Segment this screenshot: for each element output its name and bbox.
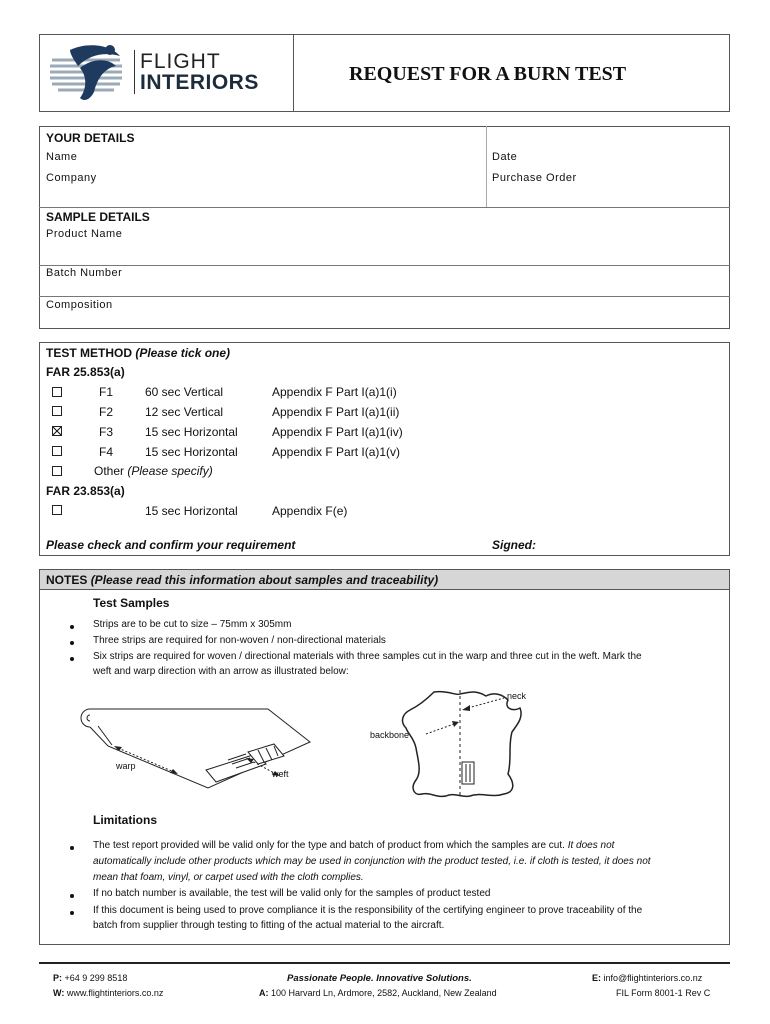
test-method-heading	[46, 346, 230, 360]
option-far2-appendix: Appendix F(e)	[272, 504, 348, 518]
option-f3-duration: 15 sec Horizontal	[145, 425, 238, 439]
phone-value: +64 9 299 8518	[64, 973, 128, 983]
signed-label: Signed:	[492, 538, 536, 552]
limitations-item-1-line-2: automatically include other products which may be used in conjunction with the product tested, i.e. if cloth is tested, it does not	[93, 856, 651, 867]
web-label: W:	[53, 988, 65, 998]
test-samples-heading: Test Samples	[93, 596, 170, 610]
batch-number-label: Batch Number	[46, 267, 123, 279]
logo-emblem-icon	[50, 42, 132, 104]
logo-separator	[134, 50, 135, 94]
your-details-heading: YOUR DETAILS	[46, 131, 135, 145]
company-logo	[50, 42, 280, 104]
limitations-heading: Limitations	[93, 813, 158, 827]
other-label-text: Other	[94, 464, 125, 478]
option-f2-appendix: Appendix F Part I(a)1(ii)	[272, 405, 400, 419]
option-f4-code: F4	[99, 445, 114, 459]
option-f3-checkbox[interactable]	[52, 426, 62, 436]
limitations-item-1-line-3: mean that foam, vinyl, or carpet used with the cloth complies.	[93, 872, 364, 883]
footer-tagline: Passionate People. Innovative Solutions.	[287, 973, 472, 984]
bullet	[70, 846, 74, 850]
option-f3-code: F3	[99, 425, 114, 439]
option-f4-appendix: Appendix F Part I(a)1(v)	[272, 445, 401, 459]
option-f3-appendix: Appendix F Part I(a)1(iv)	[272, 425, 403, 439]
test-samples-item-1: Strips are to be cut to size – 75mm x 305mm	[93, 619, 292, 630]
bullet	[70, 625, 74, 629]
warp-label: warp	[116, 761, 136, 771]
neck-label: neck	[507, 691, 527, 701]
details-divider-v	[486, 126, 487, 208]
far1-heading: FAR 25.853(a)	[46, 365, 125, 379]
checkbox-cross-icon	[53, 427, 61, 435]
logo-line1: FLIGHT	[140, 50, 221, 73]
address-label: A:	[259, 988, 269, 998]
footer-phone	[53, 973, 127, 983]
footer-rule	[39, 962, 730, 964]
option-f2-checkbox[interactable]	[52, 406, 62, 416]
date-label: Date	[492, 151, 518, 163]
backbone-label: backbone	[370, 730, 410, 740]
page-title: REQUEST FOR A BURN TEST	[349, 63, 627, 85]
weft-label: weft	[272, 769, 289, 779]
product-name-label: Product Name	[46, 228, 123, 240]
option-f2-duration: 12 sec Vertical	[145, 405, 224, 419]
header-divider	[293, 34, 294, 112]
phone-label: P:	[53, 973, 62, 983]
footer-web	[53, 988, 163, 998]
option-f1-appendix: Appendix F Part I(a)1(i)	[272, 385, 397, 399]
bullet	[70, 911, 74, 915]
limitations-item-1-text: The test report provided will be valid only for the type and batch of product from which the samples are cut.	[93, 840, 565, 851]
email-value[interactable]: info@flightinteriors.co.nz	[603, 973, 703, 983]
test-samples-item-3: Six strips are required for woven / directional materials with three samples cut in the warp and three cut in the weft. Mark the	[93, 651, 642, 662]
footer-email	[592, 973, 702, 983]
test-samples-item-2: Three strips are required for non-woven / non-directional materials	[93, 635, 386, 646]
option-far2-checkbox[interactable]	[52, 505, 62, 515]
composition-label: Composition	[46, 299, 113, 311]
other-label-note: (Please specify)	[127, 464, 213, 478]
option-other-checkbox[interactable]	[52, 466, 62, 476]
name-label: Name	[46, 151, 78, 163]
test-method-heading-note: (Please tick one)	[135, 346, 231, 360]
far2-heading: FAR 23.853(a)	[46, 484, 125, 498]
bullet	[70, 641, 74, 645]
limitations-item-2: If no batch number is available, the test will be valid only for the samples of product tested	[93, 888, 491, 899]
limitations-item-1-italic: It does not	[567, 840, 615, 851]
footer-form-ref: FIL Form 8001-1 Rev C	[616, 988, 711, 998]
web-value[interactable]: www.flightinteriors.co.nz	[66, 988, 164, 998]
company-label: Company	[46, 172, 97, 184]
option-f1-code: F1	[99, 385, 114, 399]
notes-heading-note: (Please read this information about samples and traceability)	[90, 573, 439, 587]
sample-details-heading: SAMPLE DETAILS	[46, 210, 150, 224]
option-far2-duration: 15 sec Horizontal	[145, 504, 238, 518]
option-other-label	[94, 464, 213, 478]
notes-heading	[46, 573, 438, 587]
notes-heading-text: NOTES	[46, 573, 88, 587]
bullet	[70, 657, 74, 661]
logo-line2: INTERIORS	[140, 71, 259, 94]
test-samples-item-3-cont: weft and warp direction with an arrow as illustrated below:	[93, 666, 349, 677]
option-f4-duration: 15 sec Horizontal	[145, 445, 238, 459]
details-divider-1	[39, 207, 730, 208]
footer-address	[259, 988, 497, 998]
option-f4-checkbox[interactable]	[52, 446, 62, 456]
limitations-item-3-line-2: batch from supplier through testing to fitting of the actual material to the aircraft.	[93, 920, 445, 931]
purchase-order-label: Purchase Order	[492, 172, 577, 184]
details-box	[39, 126, 730, 329]
email-label: E:	[592, 973, 601, 983]
confirm-requirement-text: Please check and confirm your requirement	[46, 538, 296, 552]
option-f2-code: F2	[99, 405, 114, 419]
details-divider-3	[39, 296, 730, 297]
limitations-item-1-line-1	[93, 840, 614, 851]
details-divider-2	[39, 265, 730, 266]
address-value: 100 Harvard Ln, Ardmore, 2582, Auckland, New Zealand	[271, 988, 497, 998]
limitations-item-3-line-1: If this document is being used to prove compliance it is the responsibility of the certifying engineer to prove traceability of the	[93, 905, 643, 916]
option-f1-duration: 60 sec Vertical	[145, 385, 224, 399]
test-method-heading-text: TEST METHOD	[46, 346, 132, 360]
bullet	[70, 894, 74, 898]
hide-diagram	[396, 688, 526, 800]
option-f1-checkbox[interactable]	[52, 387, 62, 397]
